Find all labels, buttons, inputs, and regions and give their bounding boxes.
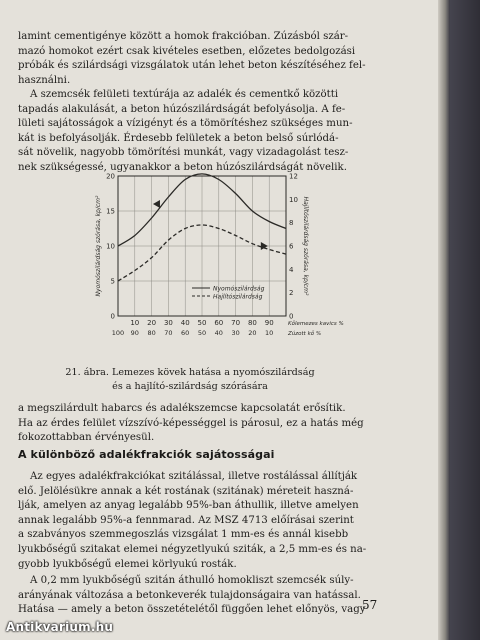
watermark: Antikvarium.hu: [6, 620, 114, 634]
x2-tick-label: 50: [197, 329, 207, 337]
y-tick-label: 10: [106, 242, 115, 251]
text-line: mazó homokot ezért csak kivételes esetben, előzetes bedolgozási: [18, 45, 356, 57]
y-axis-label-right: Hajlítószilárdság szórása, kp/cm²: [302, 196, 309, 296]
x-tick-label: 70: [231, 319, 241, 327]
text-line: nek szükségessé, ugyanakkor a beton húzószilárdságát növelik.: [18, 161, 347, 173]
y-tick-label: 0: [110, 312, 115, 321]
paragraph-2: [18, 88, 362, 176]
paragraph-3: [18, 402, 362, 446]
legend-label: Hajlítószilárdság: [213, 293, 263, 301]
chart-legend: [192, 285, 265, 300]
text-line: Hatása — amely a beton összetételétől függően lehet előnyös, vagy: [18, 604, 366, 616]
y-axis-label-left: Nyomószilárdság szórása, kp/cm²: [95, 195, 102, 297]
y-tick-label: 20: [106, 172, 115, 181]
x-tick-label: 20: [147, 319, 157, 327]
y2-tick-label: 6: [289, 242, 294, 251]
figure-chart: [90, 168, 344, 358]
x-tick-label: 30: [163, 319, 173, 327]
x2-tick-label: 60: [181, 329, 190, 337]
text-line: lyukbőségű szitakat elemei négyzetlyukú sziták, a 2,5 mm-es és na-: [18, 543, 367, 555]
text-line: fokozottabban érvényesül.: [18, 432, 155, 444]
text-line: kát is befolyásolják. Érdesebb felületek a beton belső súrlódá-: [18, 132, 339, 144]
x-tick-label: 90: [264, 319, 274, 327]
x2-tick-label: 40: [214, 329, 223, 337]
y2-tick-label: 2: [289, 289, 294, 298]
text-line: a megszilárdult habarcs és adalékszemcse kapcsolatát erősítik.: [18, 403, 346, 414]
text-line: Az egyes adalékfrakciókat szitálással, illetve rostálással állítják: [30, 471, 358, 482]
page-edge-shadow: [438, 0, 450, 640]
series-axis-arrows: [153, 200, 268, 250]
text-line: A szemcsék felületi textúrája az adalék és cementkő közötti: [30, 89, 339, 100]
x-tick-label: 10: [130, 319, 140, 327]
text-line: lületi sajátosságok a vízigényt és a tömörítéshez szükséges mun-: [18, 118, 353, 130]
x-tick-label: 60: [214, 319, 224, 327]
y2-tick-label: 4: [289, 265, 294, 274]
y2-tick-label: 12: [289, 172, 298, 181]
text-line: sát növelik, nagyobb tömörítési munkát, vagy vizadagolást tesz-: [18, 147, 349, 159]
text-line: lják, amelyen az anyag legalább 95%-ban áthullik, illetve amelyen: [18, 500, 359, 512]
text-line: tapadás alakulását, a beton húzószilárdságát befolyásolja. A fe-: [18, 103, 346, 115]
text-line: használni.: [18, 74, 71, 86]
x-tick-label: 80: [247, 319, 257, 327]
x-axis-label: Kőlemezes kavics %: [288, 321, 344, 327]
text-line: Ha az érdes felület vízszívó-képességgel is párosul, ez a hatás még: [18, 417, 364, 429]
text-line: annak legalább 95%-a fennmarad. Az MSZ 4713 előírásai szerint: [18, 514, 354, 526]
text-line: a szabványos szemmegoszlás vizsgálat 1 mm-es és annál kisebb: [18, 529, 349, 541]
text-line: próbák és szilárdsági vizsgálatok után lehet beton készítéséhez fel-: [18, 60, 366, 72]
x2-tick-label: 10: [265, 329, 274, 337]
y-tick-label: 15: [106, 207, 115, 216]
x2-axis-label: Zúzott kő %: [288, 331, 322, 337]
paragraph-1: [18, 30, 366, 88]
x2-tick-label: 20: [248, 329, 257, 337]
y-tick-label: 5: [110, 277, 115, 286]
paragraph-5: [18, 574, 366, 618]
x2-tick-label: 80: [147, 329, 156, 337]
text-line: lamint cementigénye között a homok frakcióban. Zúzásból szár-: [18, 31, 349, 42]
x2-tick-label: 100: [111, 329, 125, 337]
caption-line: és a hajlító-szilárdság szórására: [112, 381, 268, 392]
y2-tick-label: 8: [289, 219, 294, 228]
x-tick-label: 50: [197, 319, 207, 327]
section-heading: A különböző adalékfrakciók sajátosságai: [18, 448, 275, 461]
x2-tick-label: 70: [164, 329, 173, 337]
x2-tick-label: 90: [130, 329, 139, 337]
paragraph-4: [18, 470, 367, 572]
caption-line: 21. ábra. Lemezes kövek hatása a nyomószilárdság: [65, 367, 315, 378]
figure-caption: [18, 366, 362, 394]
x-tick-label: 40: [180, 319, 190, 327]
text-line: arányának változása a betonkeverék tulajdonságaira van hatással.: [18, 589, 361, 601]
book-binding: [450, 0, 480, 640]
x2-tick-label: 30: [231, 329, 240, 337]
legend-label: Nyomószilárdság: [213, 285, 265, 293]
text-line: A 0,2 mm lyukbőségű szitán áthulló homokliszt szemcsék súly-: [30, 575, 354, 586]
y2-tick-label: 10: [289, 195, 298, 204]
text-line: gyobb lyukbőségű elemei körlyukú rosták.: [18, 558, 237, 570]
text-line: elő. Jelölésükre annak a két rostának (szitának) méreteit haszná-: [18, 485, 354, 497]
y2-tick-label: 0: [289, 312, 294, 321]
left-axis-arrow: [153, 200, 160, 208]
page-number: 57: [362, 598, 378, 612]
